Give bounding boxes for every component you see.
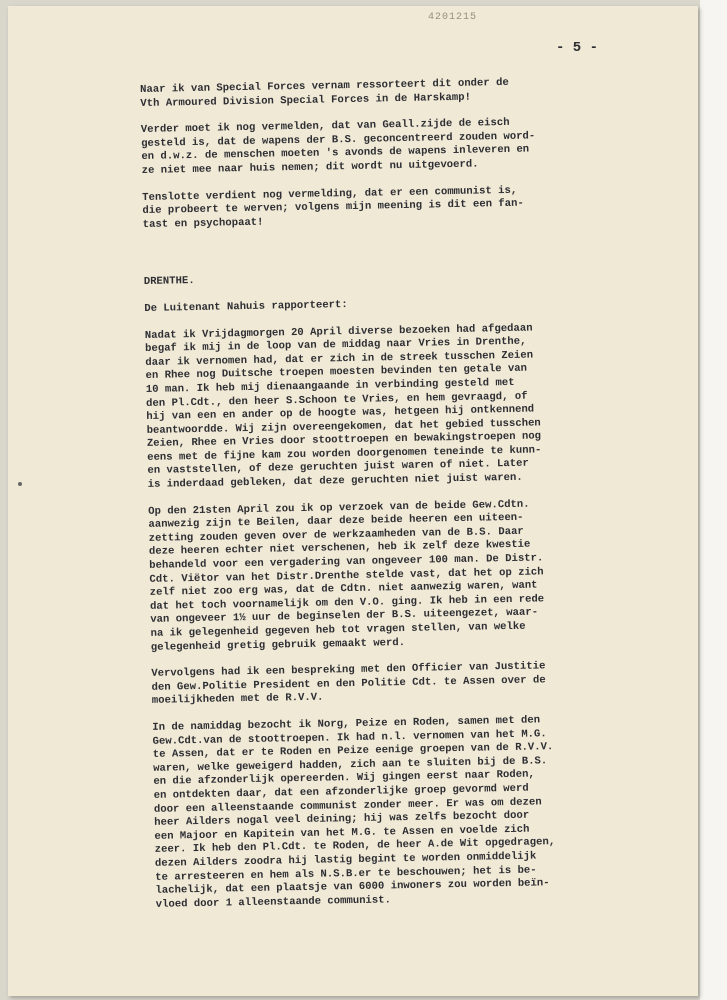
page-number: - 5 - — [556, 40, 599, 56]
paragraph: In de namiddag bezocht ik Norg, Peize en Roden, samen met den Gew.Cdt.van de stoottroepen. Ik had n.l. vernomen van het M.G. te Assen, dat er te Roden en Peize eenige groepen van de R.V.V. waren, welke geweigerd hadden, zich aan te sluiten bij de B.S. en die afzonderlijk opereerden. Wij gingen eerst naar Roden, en ontdekten daar, dat een afzonderlijke groep gevormd werd door een alleenstaande communist zonder meer. Er was om dezen heer Ailders nogal veel deining; hij was zelfs bezocht door een Majoor en Kapitein van het M.G. te Assen en voelde zich zeer. Ik heb den Pl.Cdt. te Roden, de heer A.de Wit opgedragen, dezen Ailders zoodra hij lastig begint te worden onmiddelijk te arresteeren en hem als N.S.B.er te beschouwen; het is be- lachelijk, dat een plaatsje van 6000 inwoners zou worden beïn- vloed door 1 alleenstaande communist. — [152, 714, 556, 911]
paragraph: Nadat ik Vrijdagmorgen 20 April diverse bezoeken had afgedaan begaf ik mij in de loop van de middag naar Vries in Drenthe, daar ik vernomen had, dat er zich in de streek tusschen Zeien en Rhee nog Duitsche troepen moesten bevinden ten getale van 10 man. Ik heb mij dienaangaande in verbinding gesteld met den Pl.Cdt., den heer S.Schoon te Vries, en hem gevraagd, of hij van een en ander op de hoogte was, hetgeen hij ontkennend beantwoordde. Wij zijn overeengekomen, dat het gebied tusschen Zeien, Rhee en Vries door stoottroepen en bewakingstroepen nog eens met de fijne kam zou worden doorgenomen teneinde te kunn- en vaststellen, of deze geruchten juist waren of niet. Later is inderdaad gebleken, dat deze geruchten niet juist waren. — [144, 322, 542, 491]
typed-text-body — [140, 73, 698, 925]
paragraph: Vervolgens had ik een bespreking met den Officier van Justitie den Gew.Politie President en den Politie Cdt. te Assen over de moeilijkheden met de R.V.V. — [151, 660, 546, 708]
paragraph: Naar ik van Special Forces vernam ressorteert dit onder de Vth Armoured Division Special Forces in de Harskamp! — [140, 76, 509, 110]
report-heading: De Luitenant Nahuis rapporteert: — [144, 298, 348, 315]
document-page — [8, 6, 698, 996]
section-heading-drenthe: DRENTHE. — [143, 275, 195, 289]
paragraph: Op den 21sten April zou ik op verzoek van de beide Gew.Cdtn. aanwezig zijn te Beilen, daar deze beide heeren een uiteen- zetting zouden geven over de werkzaamheden van de B.S. Daar deze heeren echter niet verschenen, heb ik zelf deze kwestie behandeld voor een vergadering van ongeveer 100 man. De Distr. Cdt. Viëtor van het Distr.Drenthe stelde vast, dat het op zich zelf niet zoo erg was, dat de Cdtn. niet aanwezig waren, want dat het toch voornamelijk om den V.O. ging. Ik heb in een rede van ongeveer 1½ uur de beginselen der B.S. uiteengezet, waar- na ik gelegenheid gegeven heb tot vragen stellen, van welke gelegenheid gretig gebruik gemaakt werd. — [148, 498, 545, 654]
paragraph: Verder moet ik nog vermelden, dat van Geall.zijde de eisch gesteld is, dat de wapens der B.S. geconcentreerd zouden word- en d.w.z. de menschen moeten 's avonds de wapens inleveren en ze niet mee naar huis nemen; dit wordt nu uitgevoerd. — [140, 117, 536, 177]
paragraph: Tenslotte verdient nog vermelding, dat er een communist is, die probeert te werven; volgens mijn meening is dit een fan- tast en psychopaat! — [142, 184, 524, 231]
archive-number: 4201215 — [428, 12, 478, 23]
scan-background-strip — [700, 0, 727, 1000]
scan-speck — [18, 482, 22, 486]
